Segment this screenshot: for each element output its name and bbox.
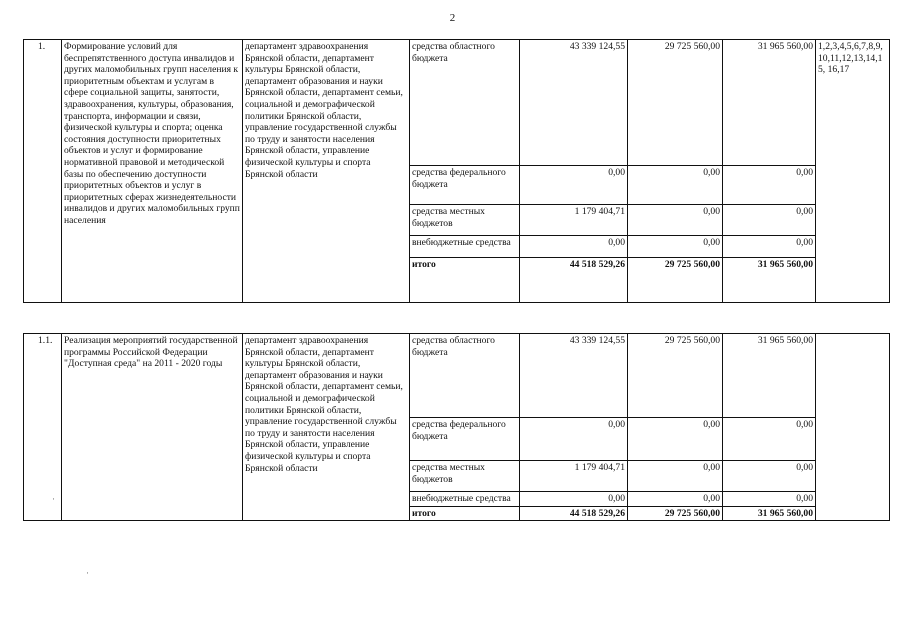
row-gap — [24, 303, 890, 334]
amount-col-3: 0,00 — [723, 418, 816, 461]
amount-col-3: 0,00 — [723, 205, 816, 236]
amount-col-2-total: 29 725 560,00 — [628, 258, 723, 303]
row-index: 1. — [24, 40, 62, 303]
funding-source: средства федерального бюджета — [410, 418, 520, 461]
amount-col-1: 0,00 — [520, 166, 628, 205]
funding-source: средства местных бюджетов — [410, 205, 520, 236]
funding-source-total: итого — [410, 506, 520, 521]
funding-source: средства местных бюджетов — [410, 461, 520, 492]
amount-col-3-total: 31 965 560,00 — [723, 258, 816, 303]
funding-source: средства федерального бюджета — [410, 166, 520, 205]
amount-col-2: 0,00 — [628, 205, 723, 236]
measure-title: Реализация мероприятий государственной программы Российской Федерации "Доступная среда" на 2011 - 2020 годы — [62, 334, 243, 521]
executor-cell: департамент здравоохранения Брянской области, департамент культуры Брянской области, департамент образования и науки Брянской области, департамент семьи, социальной и демографической политики Брянской области, управление государственной службы по труду и занятости населения Брянской области, управление физической культуры и спорта Брянской области — [243, 40, 410, 303]
amount-col-3: 31 965 560,00 — [723, 40, 816, 166]
amount-col-1: 43 339 124,55 — [520, 334, 628, 418]
amount-col-2: 29 725 560,00 — [628, 40, 723, 166]
amount-col-3: 0,00 — [723, 461, 816, 492]
amount-col-2-total: 29 725 560,00 — [628, 506, 723, 521]
amount-col-1: 0,00 — [520, 418, 628, 461]
measure-title: Формирование условий для беспрепятственного доступа инвалидов и других маломобильных групп населения к приоритетным объектам и услугам в сфере социальной защиты, занятости, здравоохранения, культуры, образования, транспорта, информации и связи, физической культуры и спорта; оценка состояния доступности приоритетных объектов и услуг и формирование нормативной правовой и методической базы по обеспечению доступности приоритетных объектов и услуг в приоритетных сферах жизнедеятельности инвалидов и других маломобильных групп населения — [62, 40, 243, 303]
amount-col-1: 0,00 — [520, 236, 628, 258]
amount-col-1: 1 179 404,71 — [520, 205, 628, 236]
table-row — [24, 40, 890, 166]
amount-col-1: 0,00 — [520, 492, 628, 507]
indicator-codes — [816, 334, 890, 521]
funding-source: внебюджетные средства — [410, 236, 520, 258]
scan-speck: · — [86, 568, 89, 578]
amount-col-2: 0,00 — [628, 418, 723, 461]
amount-col-1-total: 44 518 529,26 — [520, 506, 628, 521]
scan-speck: · — [52, 494, 55, 504]
amount-col-1-total: 44 518 529,26 — [520, 258, 628, 303]
table-row — [24, 334, 890, 418]
row-index: 1.1. — [24, 334, 62, 521]
page-number: 2 — [449, 12, 456, 24]
program-table — [23, 39, 890, 521]
amount-col-2: 0,00 — [628, 166, 723, 205]
amount-col-2: 29 725 560,00 — [628, 334, 723, 418]
amount-col-3: 0,00 — [723, 236, 816, 258]
amount-col-3: 0,00 — [723, 492, 816, 507]
amount-col-2: 0,00 — [628, 461, 723, 492]
funding-source: средства областного бюджета — [410, 334, 520, 418]
executor-cell: департамент здравоохранения Брянской области, департамент культуры Брянской области, департамент образования и науки Брянской области, департамент семьи, социальной и демографической политики Брянской области, управление государственной службы по труду и занятости населения Брянской области, управление физической культуры и спорта Брянской области — [243, 334, 410, 521]
amount-col-3-total: 31 965 560,00 — [723, 506, 816, 521]
amount-col-1: 43 339 124,55 — [520, 40, 628, 166]
amount-col-3: 0,00 — [723, 166, 816, 205]
funding-source: средства областного бюджета — [410, 40, 520, 166]
funding-source-total: итого — [410, 258, 520, 303]
amount-col-2: 0,00 — [628, 236, 723, 258]
amount-col-3: 31 965 560,00 — [723, 334, 816, 418]
indicator-codes: 1,2,3,4,5,6,7,8,9,10,11,12,13,14,15, 16,17 — [816, 40, 890, 303]
amount-col-1: 1 179 404,71 — [520, 461, 628, 492]
funding-source: внебюджетные средства — [410, 492, 520, 507]
amount-col-2: 0,00 — [628, 492, 723, 507]
